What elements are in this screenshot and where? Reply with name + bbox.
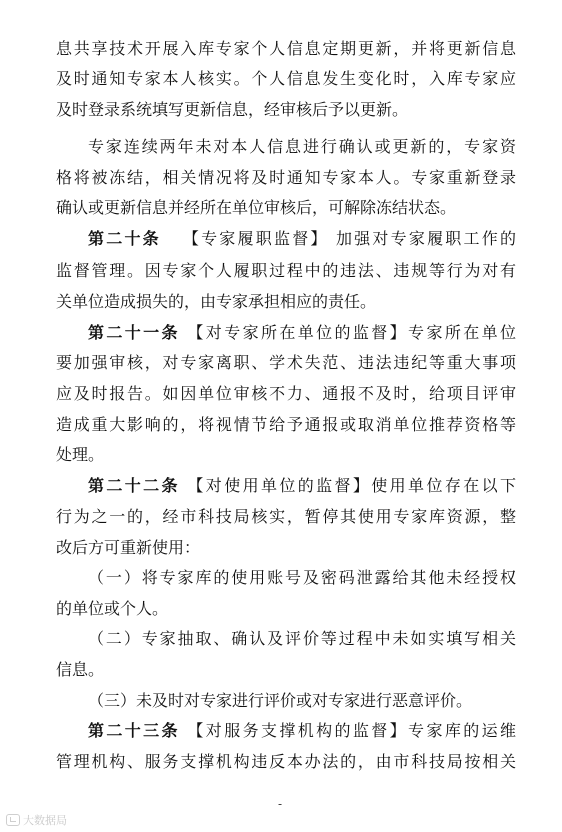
body-line: 及时通知专家本人核实。个人信息发生变化时，入库专家应 (56, 69, 516, 88)
article-21-line (88, 320, 516, 346)
article-heading: 第二十二条 (88, 476, 180, 495)
body-line: 管理机构、服务支撑机构违反本办法的，由市科技局按相关 (56, 752, 516, 771)
body-line: 造成重大影响的，将视情节给予通报或取消单位推荐资格等 (56, 415, 516, 434)
body-line: 信息。 (56, 660, 105, 679)
article-23-line (88, 718, 516, 744)
article-text: 【对专家所在单位的监督】专家所在单位 (187, 323, 516, 342)
body-line: 关单位造成损失的，由专家承担相应的责任。 (56, 292, 377, 311)
watermark-text: 大数据局 (23, 814, 67, 827)
article-text: 【专家履职监督】 加强对专家履职工作的 (182, 229, 516, 248)
article-20-line (88, 226, 516, 252)
list-item-1-line: （一）将专家库的使用账号及密码泄露给其他未经授权 (88, 568, 516, 587)
list-item-2-line: （二）专家抽取、确认及评价等过程中未如实填写相关 (88, 629, 516, 648)
article-heading: 第二十三条 (88, 721, 180, 740)
body-line: 格将被冻结，相关情况将及时通知专家本人。专家重新登录 (56, 168, 516, 187)
article-heading: 第二十条 (88, 229, 161, 248)
article-text: 【对使用单位的监督】使用单位存在以下 (187, 476, 516, 495)
body-line: 改后方可重新使用： (56, 538, 201, 557)
body-line: 应及时报告。如因单位审核不力、通报不及时，给项目评审 (56, 384, 516, 403)
page-number-mark: - (277, 797, 283, 811)
body-line: 的单位或个人。 (56, 599, 169, 618)
body-line: 要加强审核，对专家离职、学术失范、违法违纪等重大事项 (56, 353, 516, 372)
body-line: 息共享技术开展入库专家个人信息定期更新，并将更新信息 (56, 39, 516, 58)
body-line: 监督管理。因专家个人履职过程中的违法、违规等行为对有 (56, 261, 516, 280)
body-line: 处理。 (56, 445, 105, 464)
body-line: 及时登录系统填写更新信息，经审核后予以更新。 (56, 100, 409, 119)
article-22-line (88, 473, 516, 499)
body-line: 专家连续两年未对本人信息进行确认或更新的，专家资 (88, 137, 516, 156)
body-line: 行为之一的，经市科技局核实，暂停其使用专家库资源，整 (56, 507, 516, 526)
article-heading: 第二十一条 (88, 323, 180, 342)
article-text: 【对服务支撑机构的监督】专家库的运维 (187, 721, 516, 740)
body-line: 确认或更新信息并经所在单位审核后，可解除冻结状态。 (56, 198, 457, 217)
watermark (6, 812, 67, 828)
watermark-logo-icon (6, 814, 20, 826)
list-item-3-line: （三）未及时对专家进行评价或对专家进行恶意评价。 (88, 691, 473, 710)
